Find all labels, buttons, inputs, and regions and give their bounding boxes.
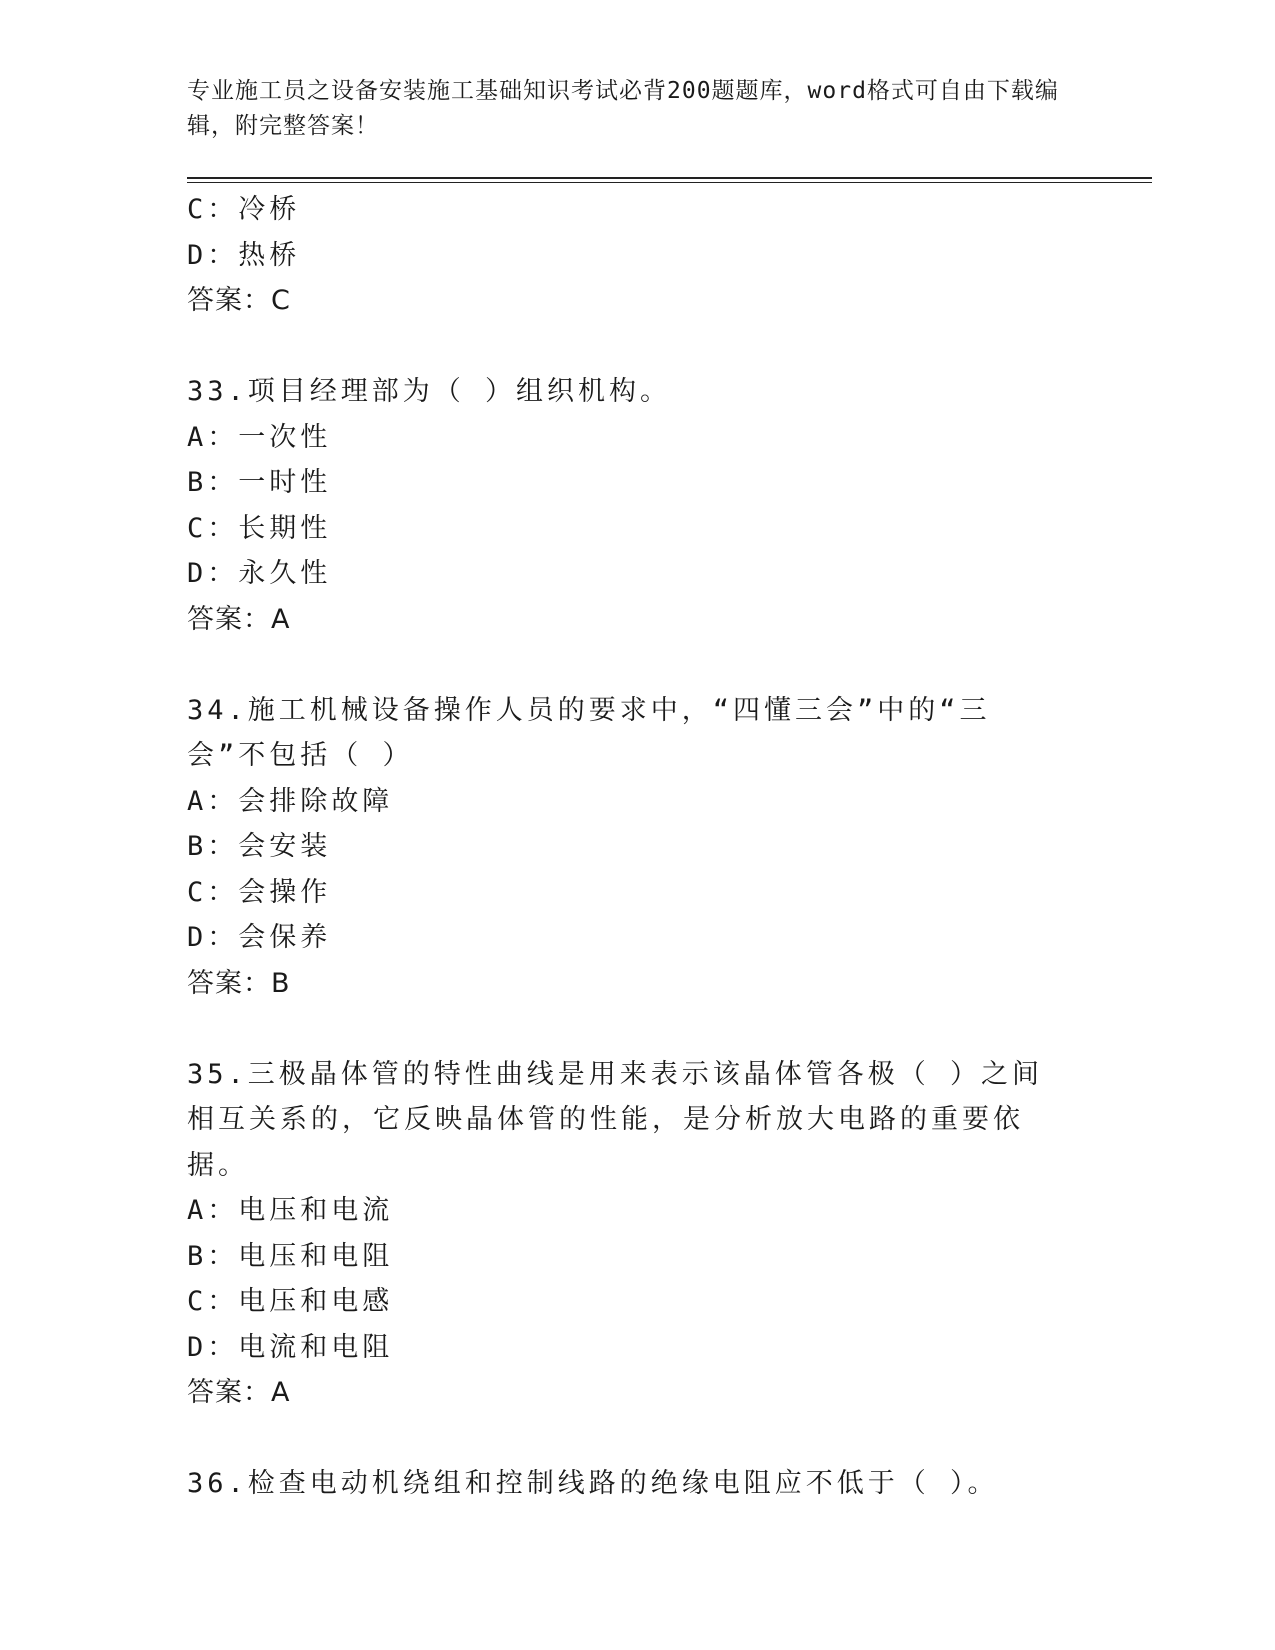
option-a: A：一次性 xyxy=(187,421,332,453)
option-a: A：电压和电流 xyxy=(187,1195,394,1226)
answer: 答案：A xyxy=(187,603,291,635)
option-d: D：热桥 xyxy=(187,239,301,271)
answer: 答案：B xyxy=(187,967,291,999)
question-33: 33.项目经理部为（ ）组织机构。 xyxy=(187,376,672,407)
option-c: C：电压和电感 xyxy=(187,1286,394,1317)
option-a: A：会排除故障 xyxy=(187,785,394,817)
answer: 答案：A xyxy=(187,1377,291,1408)
answer: 答案：C xyxy=(187,285,291,316)
document-header: 专业施工员之设备安装施工基础知识考试必背200题题库，word格式可自由下载编辑，附完整答案！ xyxy=(187,78,1059,139)
option-c: C：会操作 xyxy=(187,876,332,908)
option-d: D：永久性 xyxy=(187,558,332,589)
option-b: B：一时性 xyxy=(187,467,332,498)
question-34: 34.施工机械设备操作人员的要求中，“四懂三会”中的“三会”不包括（ ） xyxy=(187,694,991,771)
header-divider-thin xyxy=(187,182,1152,183)
question-36: 36.检查电动机绕组和控制线路的绝缘电阻应不低于（ ）。 xyxy=(187,1468,999,1499)
option-d: D：电流和电阻 xyxy=(187,1331,394,1363)
option-c: C：长期性 xyxy=(187,512,332,544)
option-d: D：会保养 xyxy=(187,922,332,953)
header-divider-thick xyxy=(187,177,1152,179)
question-35: 35.三极晶体管的特性曲线是用来表示该晶体管各极（ ）之间相互关系的，它反映晶体管的性能，是分析放大电路的重要依据。 xyxy=(187,1058,1044,1181)
question-list xyxy=(187,187,1087,1507)
option-b: B：电压和电阻 xyxy=(187,1240,394,1272)
option-c: C：冷桥 xyxy=(187,194,301,225)
option-b: B：会安装 xyxy=(187,831,332,862)
